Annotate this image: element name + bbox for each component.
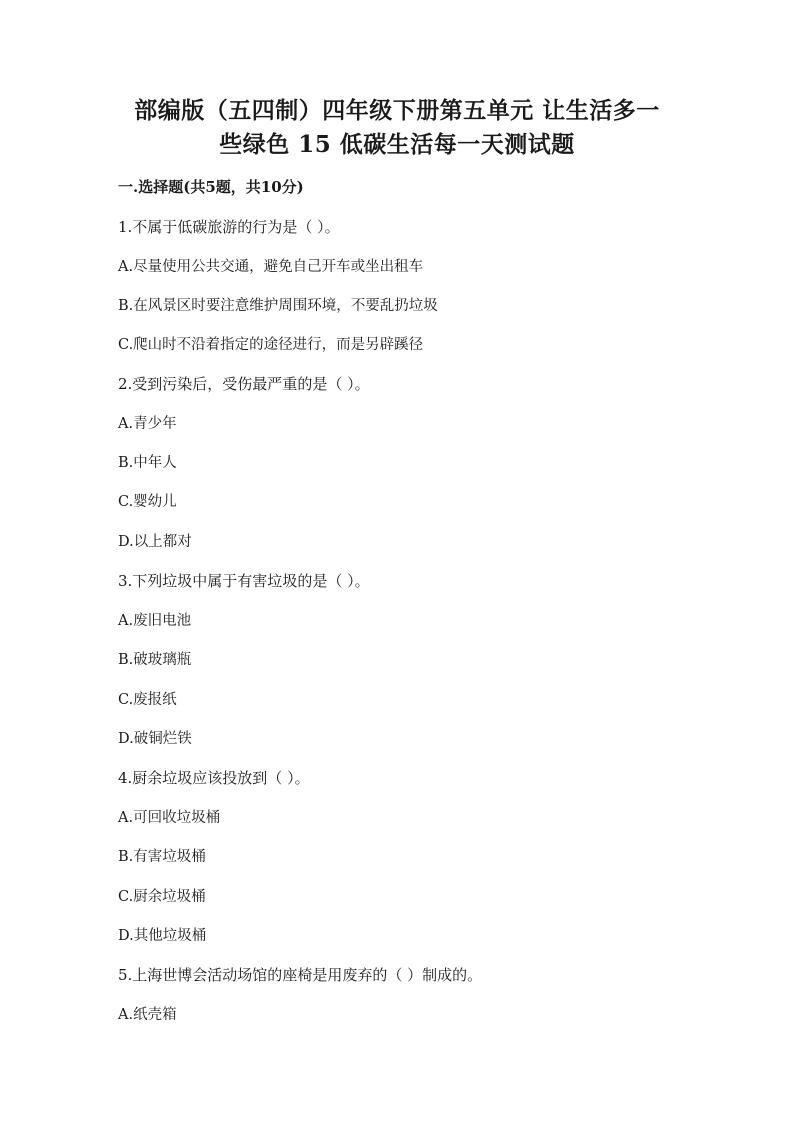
question-1-stem: 1.不属于低碳旅游的行为是（ ）。 [118,218,340,236]
question-4-option-a[interactable]: A.可回收垃圾桶 [118,810,221,826]
question-5-option-a[interactable]: A.纸壳箱 [118,1007,177,1023]
question-4-option-d[interactable]: D.其他垃圾桶 [118,928,207,944]
question-1-option-c[interactable]: C.爬山时不沿着指定的途径进行，而是另辟蹊径 [118,337,424,353]
question-2-option-a[interactable]: A.青少年 [118,416,177,432]
question-4-option-b[interactable]: B.有害垃圾桶 [118,849,206,865]
question-3-option-d[interactable]: D.破铜烂铁 [118,731,192,747]
question-2-stem: 2.受到污染后，受伤最严重的是（ ）。 [118,375,370,393]
section-heading: 一.选择题(共5题，共10分) [118,178,304,196]
question-3-option-c[interactable]: C.废报纸 [118,692,177,708]
question-3-stem: 3.下列垃圾中属于有害垃圾的是（ ）。 [118,572,370,590]
page-title-line-2: 些绿色 15 低碳生活每一天测试题 [219,131,575,158]
question-3-option-b[interactable]: B.破玻璃瓶 [118,652,192,668]
question-2-option-b[interactable]: B.中年人 [118,455,177,471]
question-4-option-c[interactable]: C.厨余垃圾桶 [118,889,206,905]
question-5-stem: 5.上海世博会活动场馆的座椅是用废弃的（ ）制成的。 [118,966,483,984]
question-1-option-a[interactable]: A.尽量使用公共交通，避免自己开车或坐出租车 [118,259,424,275]
question-1-option-b[interactable]: B.在风景区时要注意维护周围环境，不要乱扔垃圾 [118,298,438,314]
question-2-option-d[interactable]: D.以上都对 [118,534,192,550]
page-title-line-1: 部编版（五四制）四年级下册第五单元 让生活多一 [134,97,660,124]
question-2-option-c[interactable]: C.婴幼儿 [118,494,177,510]
question-3-option-a[interactable]: A.废旧电池 [118,613,192,629]
question-4-stem: 4.厨余垃圾应该投放到（ ）。 [118,769,310,787]
